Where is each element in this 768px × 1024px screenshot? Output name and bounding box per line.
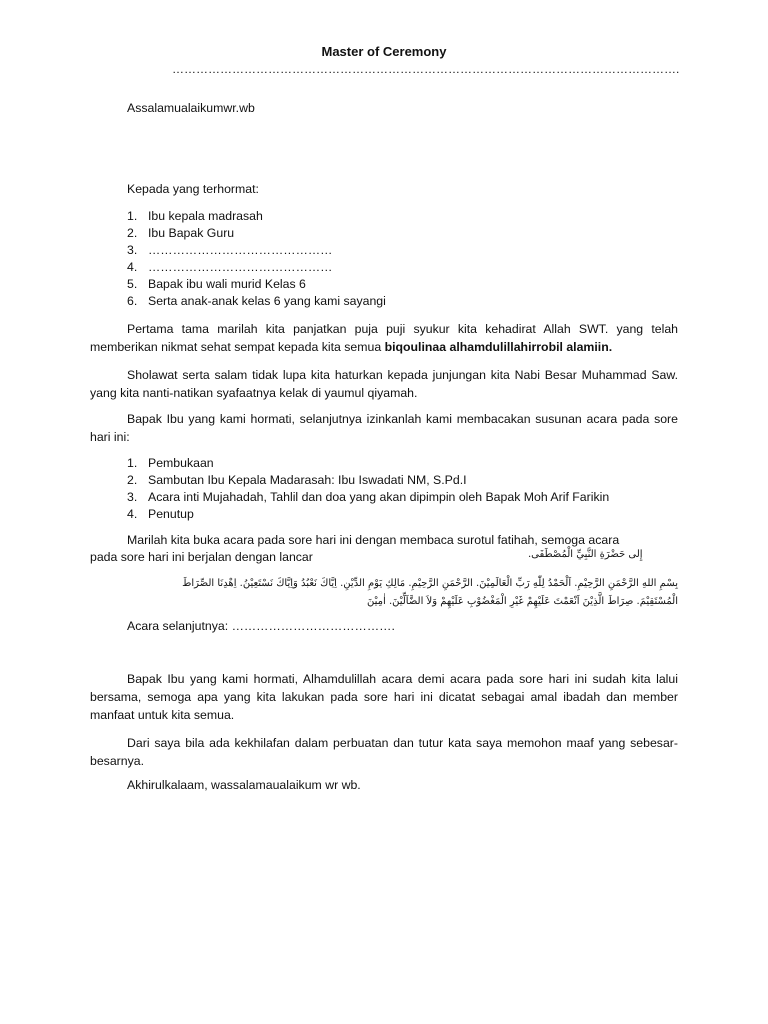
list-item: 5. Bapak ibu wali murid Kelas 6 xyxy=(127,277,306,291)
arabic-fatihah-line1: بِسْمِ اللهِ الرَّحْمَنِ الرَّحِيْمِ. اَلْحَمْدُ لِلّٰهِ رَبِّ الْعَالَمِيْنَ. الرَّحْمَنِ الرَّحِيْمِ. مَالِكِ يَوْمِ الدِّيْنِ. اِيَّاكَ نَعْبُدُ وَاِيَّاكَ نَسْتَعِيْنُ. اِهْدِنَا الصِّرَاطَ xyxy=(182,578,678,589)
list-item: 1. Pembukaan xyxy=(127,456,214,470)
arabic-fatihah-line2: الْمُسْتَقِيْمَ. صِرَاطَ الَّذِيْنَ اَنْعَمْتَ عَلَيْهِمْ غَيْرِ الْمَغْضُوْبِ عَلَيْهِمْ وَلاَ الضَّآلِّيْنَ. اٰمِيْنَ xyxy=(367,596,678,607)
document-title: Master of Ceremony xyxy=(321,44,447,59)
paragraph-sholawat: Sholawat serta salam tidak lupa kita haturkan kepada junjungan kita Nabi Besar Muhammad Saw. yang kita nanti-natikan syafaatnya kelak di yaumul qiyamah. xyxy=(90,368,678,400)
greeting: Assalamualaikumwr.wb xyxy=(127,101,255,115)
bold-phrase: biqoulinaa alhamdulillahirrobil alamiin. xyxy=(384,340,613,354)
agenda-list xyxy=(127,455,687,523)
arabic-inline-text: إِلى حَضْرَةِ النَّبِيِّ الْمُصْطَفَى. xyxy=(528,549,643,560)
paragraph-thanks: Bapak Ibu yang kami hormati, Alhamdulillah acara demi acara pada sore hari ini sudah kita lalui bersama, semoga apa yang kita lakukan pada sore hari ini dicatat sebagai amal ibadah dan member manfaat untuk kita semua. xyxy=(90,672,678,722)
title-dotted-line: ………………………………………………………………………………………………………………. xyxy=(172,62,680,76)
list-item: 6. Serta anak-anak kelas 6 yang kami sayangi xyxy=(127,294,386,308)
next-event-line: Acara selanjutnya: …………………………………. xyxy=(127,619,395,633)
list-item: 2. Ibu Bapak Guru xyxy=(127,226,235,240)
address-intro: Kepada yang terhormat: xyxy=(127,182,259,196)
list-item: 3. ……………………………………… xyxy=(127,243,333,257)
paragraph-apology: Dari saya bila ada kekhilafan dalam perbuatan dan tutur kata saya memohon maaf yang sebesar-besarnya. xyxy=(90,736,678,768)
list-item: 3. Acara inti Mujahadah, Tahlil dan doa yang akan dipimpin oleh Bapak Moh Arif Farikin xyxy=(127,490,610,504)
list-item: 1. Ibu kepala madrasah xyxy=(127,209,263,223)
honored-guests-list xyxy=(127,208,687,310)
paragraph-agenda-intro: Bapak Ibu yang kami hormati, selanjutnya izinkanlah kami membacakan susunan acara pada sore hari ini: xyxy=(90,412,678,444)
paragraph-fatihah-line1: Marilah kita buka acara pada sore hari ini dengan membaca surotul fatihah, semoga acara xyxy=(127,533,620,547)
closing-line: Akhirulkalaam, wassalamaualaikum wr wb. xyxy=(127,778,361,792)
list-item: 4. Penutup xyxy=(127,507,194,521)
list-item: 4. ……………………………………… xyxy=(127,260,333,274)
paragraph-gratitude: Pertama tama marilah kita panjatkan puja puji syukur kita kehadirat Allah SWT. yang telah memberikan nikmat sehat sempat kepada kita semua biqoulinaa alhamdulillahirrobil alamiin. xyxy=(90,322,678,354)
paragraph-fatihah-line2: pada sore hari ini berjalan dengan lancar xyxy=(90,550,313,564)
list-item: 2. Sambutan Ibu Kepala Madarasah: Ibu Iswadati NM, S.Pd.I xyxy=(127,473,467,487)
